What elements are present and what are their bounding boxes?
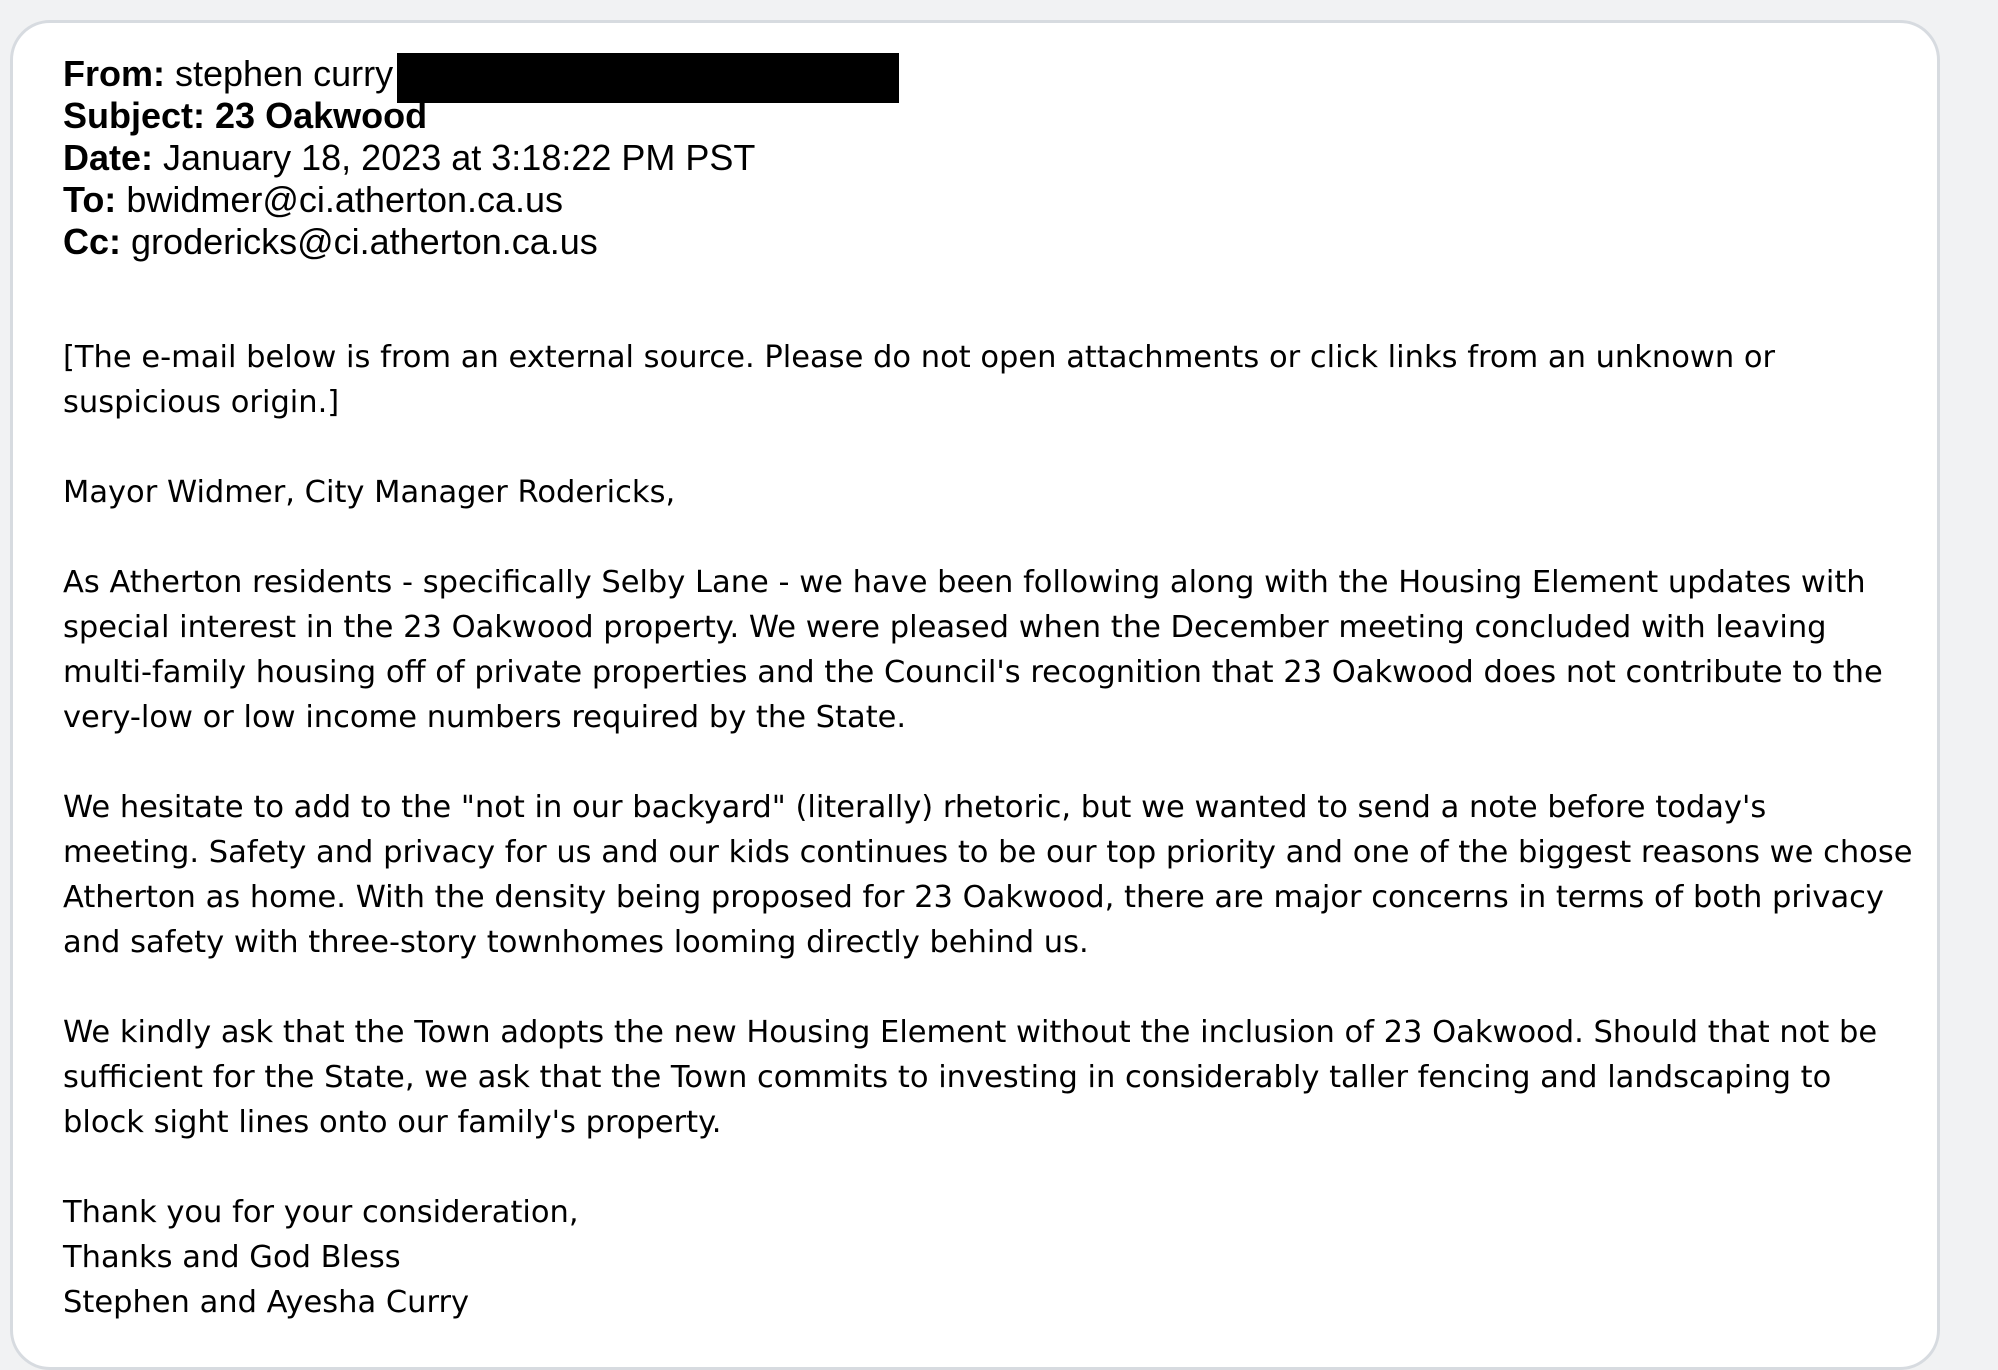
paragraph-line: Atherton as home. With the density being proposed for 23 Oakwood, there are major concerns in terms of both privacy <box>63 880 1884 915</box>
closing <box>63 1190 1923 1325</box>
paragraph-line: We hesitate to add to the "not in our backyard" (literally) rhetoric, but we wanted to send a note before today's <box>63 790 1767 825</box>
external-source-notice <box>63 335 1923 425</box>
to-label: To: <box>63 179 117 220</box>
subject-label: Subject: <box>63 95 206 136</box>
closing-line: Thanks and God Bless <box>63 1240 401 1275</box>
paragraph-2 <box>63 785 1923 965</box>
paragraph-line: multi-family housing off of private properties and the Council's recognition that 23 Oakwood does not contribute to the <box>63 655 1883 690</box>
date-label: Date: <box>63 137 154 178</box>
date-line <box>63 137 899 179</box>
paragraph-line: sufficient for the State, we ask that the Town commits to investing in considerably taller fencing and landscaping to <box>63 1060 1832 1095</box>
paragraph-line: meeting. Safety and privacy for us and our kids continues to be our top priority and one of the biggest reasons we chose <box>63 835 1913 870</box>
email-header <box>63 53 899 263</box>
greeting <box>63 470 1923 515</box>
paragraph-line: and safety with three-story townhomes looming directly behind us. <box>63 925 1089 960</box>
subject-value: 23 Oakwood <box>215 95 428 136</box>
from-label: From: <box>63 53 165 94</box>
from-line <box>63 53 899 95</box>
paragraph-line: We kindly ask that the Town adopts the new Housing Element without the inclusion of 23 Oakwood. Should that not be <box>63 1015 1878 1050</box>
paragraph-1 <box>63 560 1923 740</box>
paragraph-line: As Atherton residents - specifically Selby Lane - we have been following along with the Housing Element updates with <box>63 565 1866 600</box>
notice-line: suspicious origin.] <box>63 385 340 420</box>
notice-line: [The e-mail below is from an external source. Please do not open attachments or click links from an unknown or <box>63 340 1776 375</box>
paragraph-3 <box>63 1010 1923 1145</box>
paragraph-line: block sight lines onto our family's property. <box>63 1105 722 1140</box>
signature-line: Stephen and Ayesha Curry <box>63 1285 470 1320</box>
cc-line <box>63 221 899 263</box>
paragraph-line: very-low or low income numbers required by the State. <box>63 700 907 735</box>
from-value: stephen curry <box>175 53 394 94</box>
cc-label: Cc: <box>63 221 122 262</box>
date-value: January 18, 2023 at 3:18:22 PM PST <box>163 137 756 178</box>
greeting-line: Mayor Widmer, City Manager Rodericks, <box>63 475 676 510</box>
cc-value: grodericks@ci.atherton.ca.us <box>131 221 598 262</box>
email-card <box>10 20 1940 1370</box>
email-body <box>63 335 1923 1325</box>
redaction-bar <box>397 53 899 103</box>
paragraph-line: special interest in the 23 Oakwood property. We were pleased when the December meeting concluded with leaving <box>63 610 1827 645</box>
closing-line: Thank you for your consideration, <box>63 1195 579 1230</box>
to-value: bwidmer@ci.atherton.ca.us <box>126 179 564 220</box>
to-line <box>63 179 899 221</box>
